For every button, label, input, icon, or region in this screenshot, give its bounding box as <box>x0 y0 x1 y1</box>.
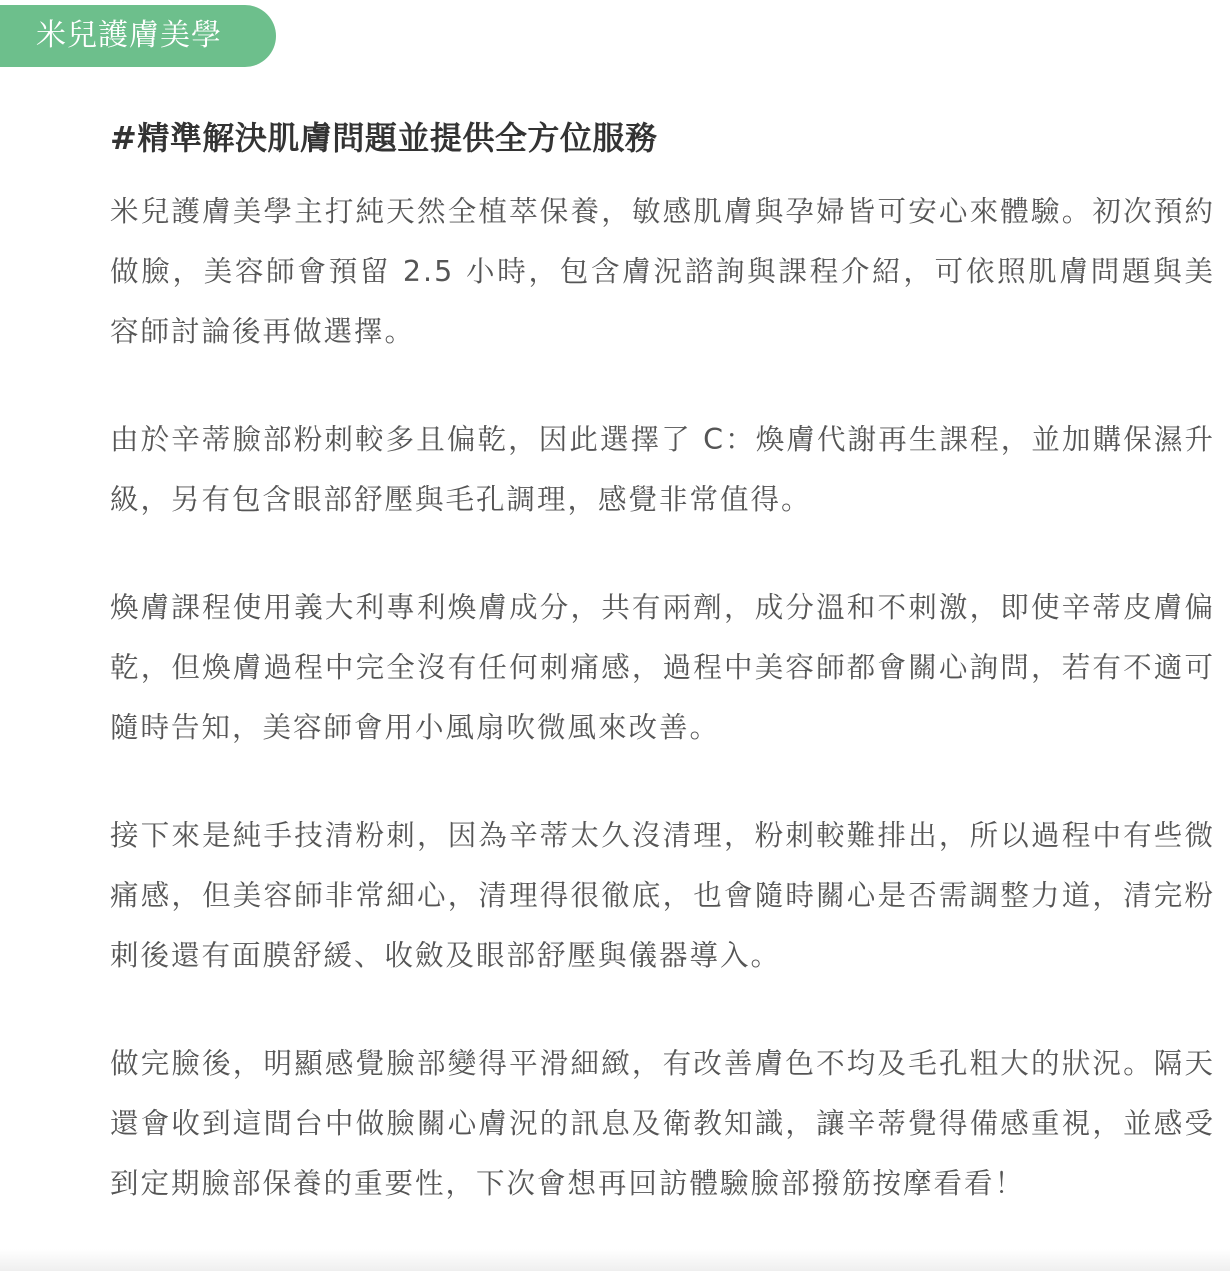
article-paragraphs <box>110 182 1215 1214</box>
paragraph-course-choice: 由於辛蒂臉部粉刺較多且偏乾，因此選擇了 C：煥膚代謝再生課程，並加購保濕升級，另有包含眼部舒壓與毛孔調理，感覺非常值得。 <box>110 423 1215 516</box>
article-body <box>110 112 1215 1262</box>
paragraph-intro: 米兒護膚美學主打純天然全植萃保養，敏感肌膚與孕婦皆可安心來體驗。初次預約做臉，美容師會預留 2.5 小時，包含膚況諮詢與課程介紹，可依照肌膚問題與美容師討論後再做選擇。 <box>110 195 1215 348</box>
paragraph-extraction: 接下來是純手技清粉刺，因為辛蒂太久沒清理，粉刺較難排出，所以過程中有些微痛感，但美容師非常細心，清理得很徹底，也會隨時關心是否需調整力道，清完粉刺後還有面膜舒緩、收斂及眼部舒壓與儀器導入。 <box>110 819 1215 972</box>
paragraph-peel-process: 煥膚課程使用義大利專利煥膚成分，共有兩劑，成分溫和不刺激，即使辛蒂皮膚偏乾，但煥膚過程中完全沒有任何刺痛感，過程中美容師都會關心詢問，若有不適可隨時告知，美容師會用小風扇吹微風來改善。 <box>110 591 1215 744</box>
paragraph-results: 做完臉後，明顯感覺臉部變得平滑細緻，有改善膚色不均及毛孔粗大的狀況。隔天還會收到這間台中做臉關心膚況的訊息及衛教知識，讓辛蒂覺得備感重視，並感受到定期臉部保養的重要性，下次會想再回訪體驗臉部撥筋按摩看看！ <box>110 1047 1215 1200</box>
article-heading: #精準解決肌膚問題並提供全方位服務 <box>110 119 658 157</box>
brand-tag: 米兒護膚美學 <box>0 5 276 67</box>
